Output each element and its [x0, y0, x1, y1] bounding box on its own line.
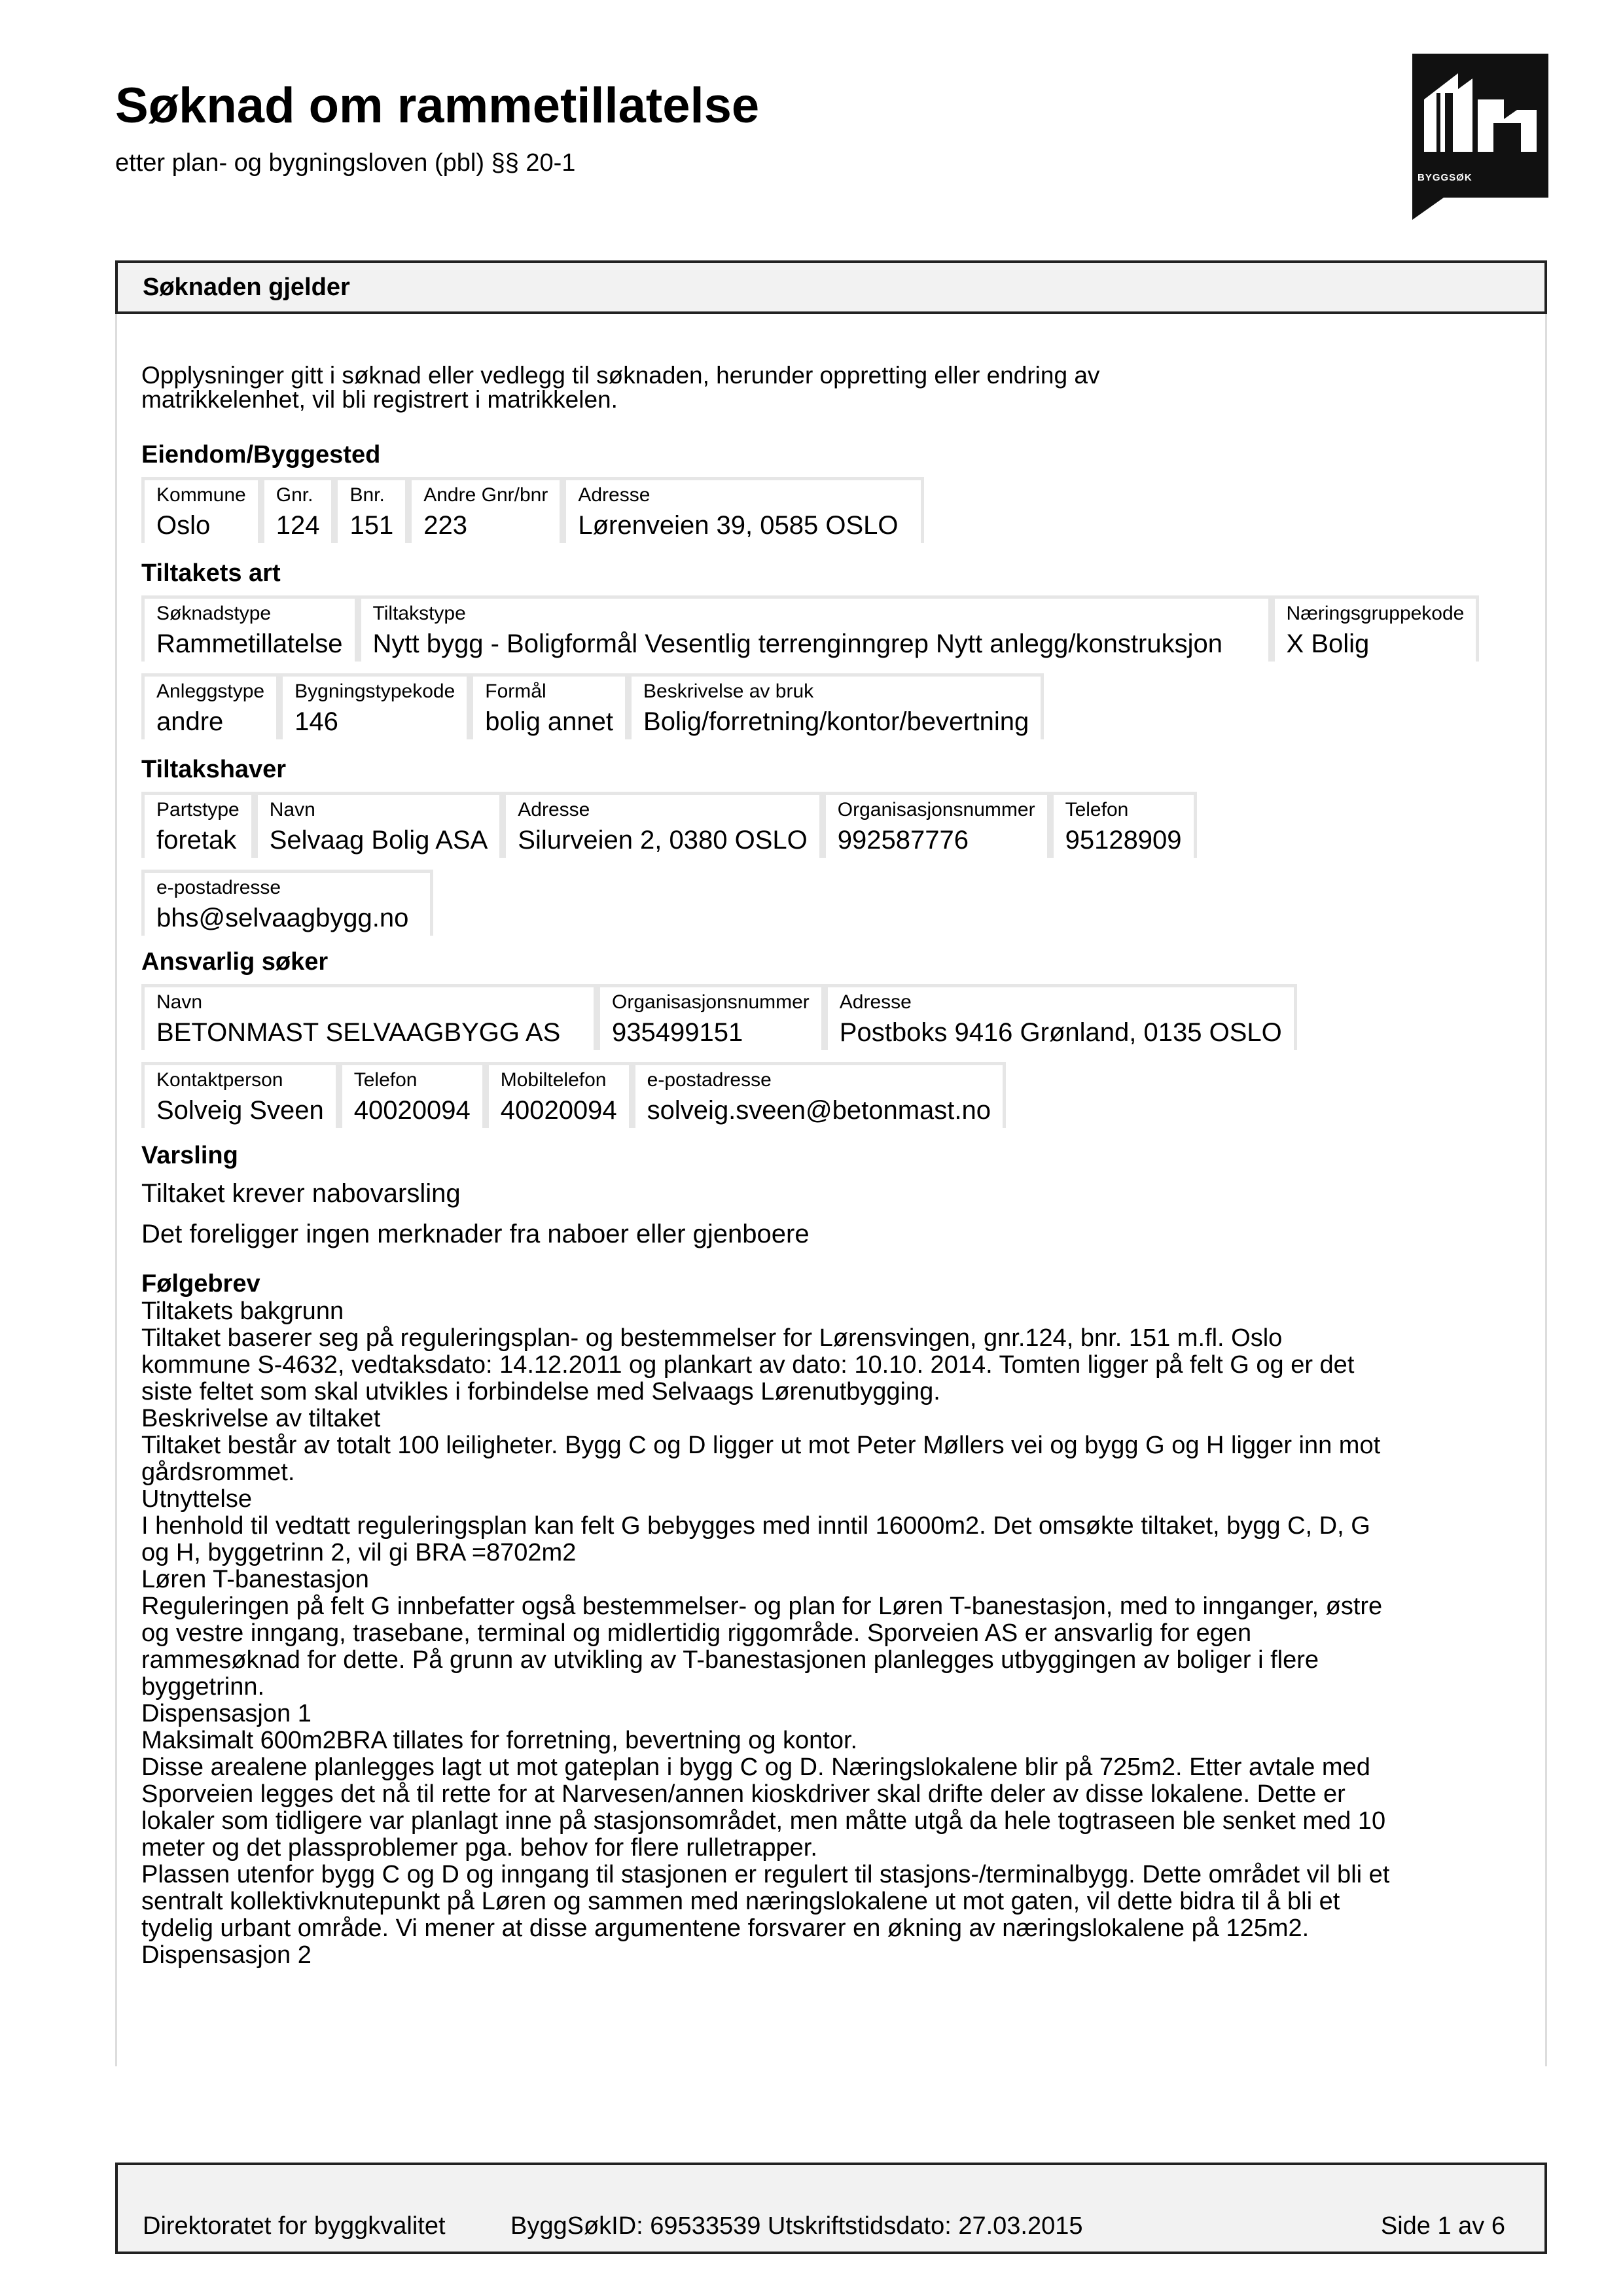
field-label: Anleggstype — [156, 680, 265, 702]
field-label: Næringsgruppekode — [1286, 603, 1465, 624]
tiltakshaver-row-2 — [141, 870, 1522, 936]
folgebrev-line: Løren T-banestasjon — [141, 1566, 369, 1593]
folgebrev-line: siste feltet som skal utvikles i forbindelse med Selvaags Lørenutbygging. — [141, 1378, 940, 1405]
folgebrev-line: Plassen utenfor bygg C og D og inngang til stasjonen er regulert til stasjons-/terminalbygg. Dette området vil bli et — [141, 1861, 1390, 1888]
page-title: Søknad om rammetillatelse — [115, 78, 760, 133]
field-kommune — [141, 477, 261, 543]
folgebrev-line: gårdsrommet. — [141, 1458, 295, 1486]
building-logo-icon — [1412, 54, 1548, 165]
folgebrev-line: Maksimalt 600m2BRA tillates for forretning, bevertning og kontor. — [141, 1727, 858, 1754]
field-epost — [141, 870, 433, 936]
field-value: 40020094 — [353, 1096, 471, 1125]
field-label: Telefon — [1065, 799, 1129, 821]
field-value: 146 — [294, 707, 338, 736]
folgebrev-line: Dispensasjon 1 — [141, 1700, 312, 1727]
field-value: 992587776 — [837, 826, 969, 855]
field-value: Silurveien 2, 0380 OSLO — [518, 826, 808, 855]
folgebrev-line: Sporveien legges det nå til rette for at Narvesen/annen kioskdriver skal drifte deler av disse lokalene. Dette er — [141, 1780, 1346, 1808]
ansvarlig-heading: Ansvarlig søker — [141, 948, 329, 976]
field-value: Solveig Sveen — [156, 1096, 324, 1125]
field-value: Bolig/forretning/kontor/bevertning — [643, 707, 1029, 736]
field-value: BETONMAST SELVAAGBYGG AS — [156, 1018, 561, 1047]
field-label: Mobiltelefon — [500, 1069, 607, 1091]
field-navn — [141, 984, 597, 1050]
field-value: bhs@selvaagbygg.no — [156, 904, 409, 932]
field-bnr — [334, 477, 408, 543]
folgebrev-text — [141, 1298, 1522, 1969]
field-soknadstype — [141, 595, 358, 662]
eiendom-heading: Eiendom/Byggested — [141, 441, 381, 468]
field-anleggstype — [141, 673, 279, 739]
folgebrev-line: sentralt kollektivknutepunkt på Løren og sammen med næringslokalene ut mot gaten, vil dette bidra til å bli et — [141, 1888, 1340, 1915]
folgebrev-line: Tiltaket baserer seg på reguleringsplan- og bestemmelser for Lørensvingen, gnr.124, bnr. 151 m.fl. Oslo — [141, 1324, 1283, 1352]
folgebrev-line: Disse arealene planlegges lagt ut mot gateplan i bygg C og D. Næringslokalene blir på 725m2. Etter avtale med — [141, 1754, 1370, 1781]
field-value: 935499151 — [612, 1018, 743, 1047]
folgebrev-line: tydelig urbant område. Vi mener at disse argumentene forsvarer en økning av næringslokalene på 125m2. — [141, 1915, 1310, 1942]
section-title: Søknaden gjelder — [143, 274, 350, 301]
field-label: e-postadresse — [156, 877, 281, 898]
folgebrev-line: og H, byggetrinn 2, vil gi BRA =8702m2 — [141, 1539, 577, 1566]
field-value: Rammetillatelse — [156, 629, 343, 658]
page-footer — [115, 2163, 1547, 2254]
varsling-heading: Varsling — [141, 1142, 238, 1169]
footer-meta: ByggSøkID: 69533539 Utskriftstidsdato: 27.03.2015 — [510, 2212, 1083, 2240]
tiltakshaver-heading: Tiltakshaver — [141, 756, 287, 783]
field-value: Nytt bygg - Boligformål Vesentlig terrenginngrep Nytt anlegg/konstruksjon — [372, 629, 1222, 658]
field-label: Gnr. — [276, 484, 313, 506]
field-label: Organisasjonsnummer — [612, 991, 810, 1013]
byggsok-logo — [1412, 54, 1548, 198]
field-value: Postboks 9416 Grønland, 0135 OSLO — [839, 1018, 1282, 1047]
folgebrev-line: Beskrivelse av tiltaket — [141, 1405, 381, 1432]
field-value: Oslo — [156, 511, 211, 540]
page-subtitle: etter plan- og bygningsloven (pbl) §§ 20-1 — [115, 149, 576, 177]
field-navn — [255, 792, 503, 858]
varsling-line-2: Det foreligger ingen merknader fra naboer eller gjenboere — [141, 1220, 810, 1248]
field-adresse — [503, 792, 822, 858]
field-adresse — [563, 477, 924, 543]
folgebrev-line: og vestre inngang, trasebane, terminal og midlertidig riggområde. Sporveien AS er ansvarlig for egen — [141, 1619, 1252, 1647]
field-naeringsgruppekode — [1272, 595, 1480, 662]
field-value: solveig.sveen@betonmast.no — [647, 1096, 991, 1125]
field-label: Formål — [485, 680, 546, 702]
field-label: Navn — [269, 799, 315, 821]
field-label: Navn — [156, 991, 203, 1013]
field-bygningstypekode — [279, 673, 470, 739]
tiltak-row-1 — [141, 595, 1522, 662]
folgebrev-line: I henhold til vedtatt reguleringsplan kan felt G bebygges med inntil 16000m2. Det omsøkte tiltaket, bygg C, D, G — [141, 1512, 1370, 1540]
field-label: Bygningstypekode — [294, 680, 455, 702]
field-label: e-postadresse — [647, 1069, 772, 1091]
field-label: Adresse — [839, 991, 912, 1013]
field-value: X Bolig — [1286, 629, 1370, 658]
field-value: andre — [156, 707, 224, 736]
field-kontaktperson — [141, 1062, 339, 1128]
field-value: 95128909 — [1065, 826, 1182, 855]
field-label: Kontaktperson — [156, 1069, 283, 1091]
folgebrev-line: kommune S-4632, vedtaksdato: 14.12.2011 og plankart av dato: 10.10. 2014. Tomten ligger på felt G og er det — [141, 1351, 1355, 1379]
field-organisasjonsnummer — [823, 792, 1050, 858]
field-tiltakstype — [358, 595, 1272, 662]
field-value: bolig annet — [485, 707, 614, 736]
field-value: Selvaag Bolig ASA — [269, 826, 488, 855]
tiltak-row-2 — [141, 673, 1522, 739]
field-organisasjonsnummer — [597, 984, 825, 1050]
field-label: Søknadstype — [156, 603, 272, 624]
field-value: foretak — [156, 826, 237, 855]
field-label: Kommune — [156, 484, 246, 506]
field-label: Adresse — [578, 484, 651, 506]
field-beskrivelse-av-bruk — [628, 673, 1044, 739]
field-telefon — [1050, 792, 1197, 858]
ansvarlig-row-2 — [141, 1062, 1522, 1128]
field-label: Organisasjonsnummer — [837, 799, 1035, 821]
field-label: Beskrivelse av bruk — [643, 680, 814, 702]
field-partstype — [141, 792, 255, 858]
folgebrev-line: Tiltakets bakgrunn — [141, 1298, 344, 1325]
field-formal — [470, 673, 628, 739]
field-label: Bnr. — [349, 484, 385, 506]
eiendom-row — [141, 477, 1522, 543]
footer-page-number: Side 1 av 6 — [1380, 2212, 1505, 2240]
logo-label: BYGGSØK — [1418, 172, 1472, 183]
field-label: Partstype — [156, 799, 240, 821]
varsling-line-1: Tiltaket krever nabovarsling — [141, 1179, 461, 1208]
folgebrev-line: Utnyttelse — [141, 1485, 252, 1513]
field-label: Adresse — [518, 799, 590, 821]
ansvarlig-row-1 — [141, 984, 1522, 1050]
folgebrev-line: Tiltaket består av totalt 100 leiligheter. Bygg C og D ligger ut mot Peter Møllers vei og bygg G og H ligger inn mot — [141, 1432, 1381, 1459]
folgebrev-line: lokaler som tidligere var planlagt inne på stasjonsområdet, men måtte utgå da hele togtraseen ble senket med 10 — [141, 1807, 1386, 1835]
folgebrev-line: meter og det plassproblemer pga. behov for flere rulletrapper. — [141, 1834, 817, 1862]
field-epost — [632, 1062, 1006, 1128]
field-value: Lørenveien 39, 0585 OSLO — [578, 511, 899, 540]
field-gnr — [261, 477, 335, 543]
field-label: Telefon — [353, 1069, 418, 1091]
field-value: 40020094 — [500, 1096, 617, 1125]
folgebrev-line: byggetrinn. — [141, 1673, 265, 1701]
logo-tail-shape — [1412, 198, 1444, 220]
field-telefon — [339, 1062, 486, 1128]
folgebrev-line: Reguleringen på felt G innbefatter også bestemmelser- og plan for Løren T-banestasjon, med to innganger, østre — [141, 1593, 1383, 1620]
field-label: Tiltakstype — [372, 603, 466, 624]
folgebrev-heading: Følgebrev — [141, 1270, 260, 1298]
section-header — [115, 260, 1547, 314]
folgebrev-line: rammesøknad for dette. På grunn av utvikling av T-banestasjonen planlegges utbyggingen av boliger i flere — [141, 1646, 1319, 1674]
intro-text: Opplysninger gitt i søknad eller vedlegg til søknaden, herunder oppretting eller endring av matrikkelenhet, vil bli registrert i matrikkelen. — [141, 362, 1100, 413]
field-label: Andre Gnr/bnr — [423, 484, 548, 506]
field-value: 151 — [349, 511, 394, 540]
field-value: 223 — [423, 511, 467, 540]
footer-agency: Direktoratet for byggkvalitet — [143, 2212, 446, 2240]
field-andre-gnr-bnr — [408, 477, 563, 543]
field-adresse — [825, 984, 1297, 1050]
form-content — [141, 363, 1522, 1969]
tiltak-heading: Tiltakets art — [141, 559, 281, 587]
tiltakshaver-row-1 — [141, 792, 1522, 858]
folgebrev-line: Dispensasjon 2 — [141, 1941, 312, 1969]
field-mobiltelefon — [486, 1062, 632, 1128]
field-value: 124 — [276, 511, 320, 540]
